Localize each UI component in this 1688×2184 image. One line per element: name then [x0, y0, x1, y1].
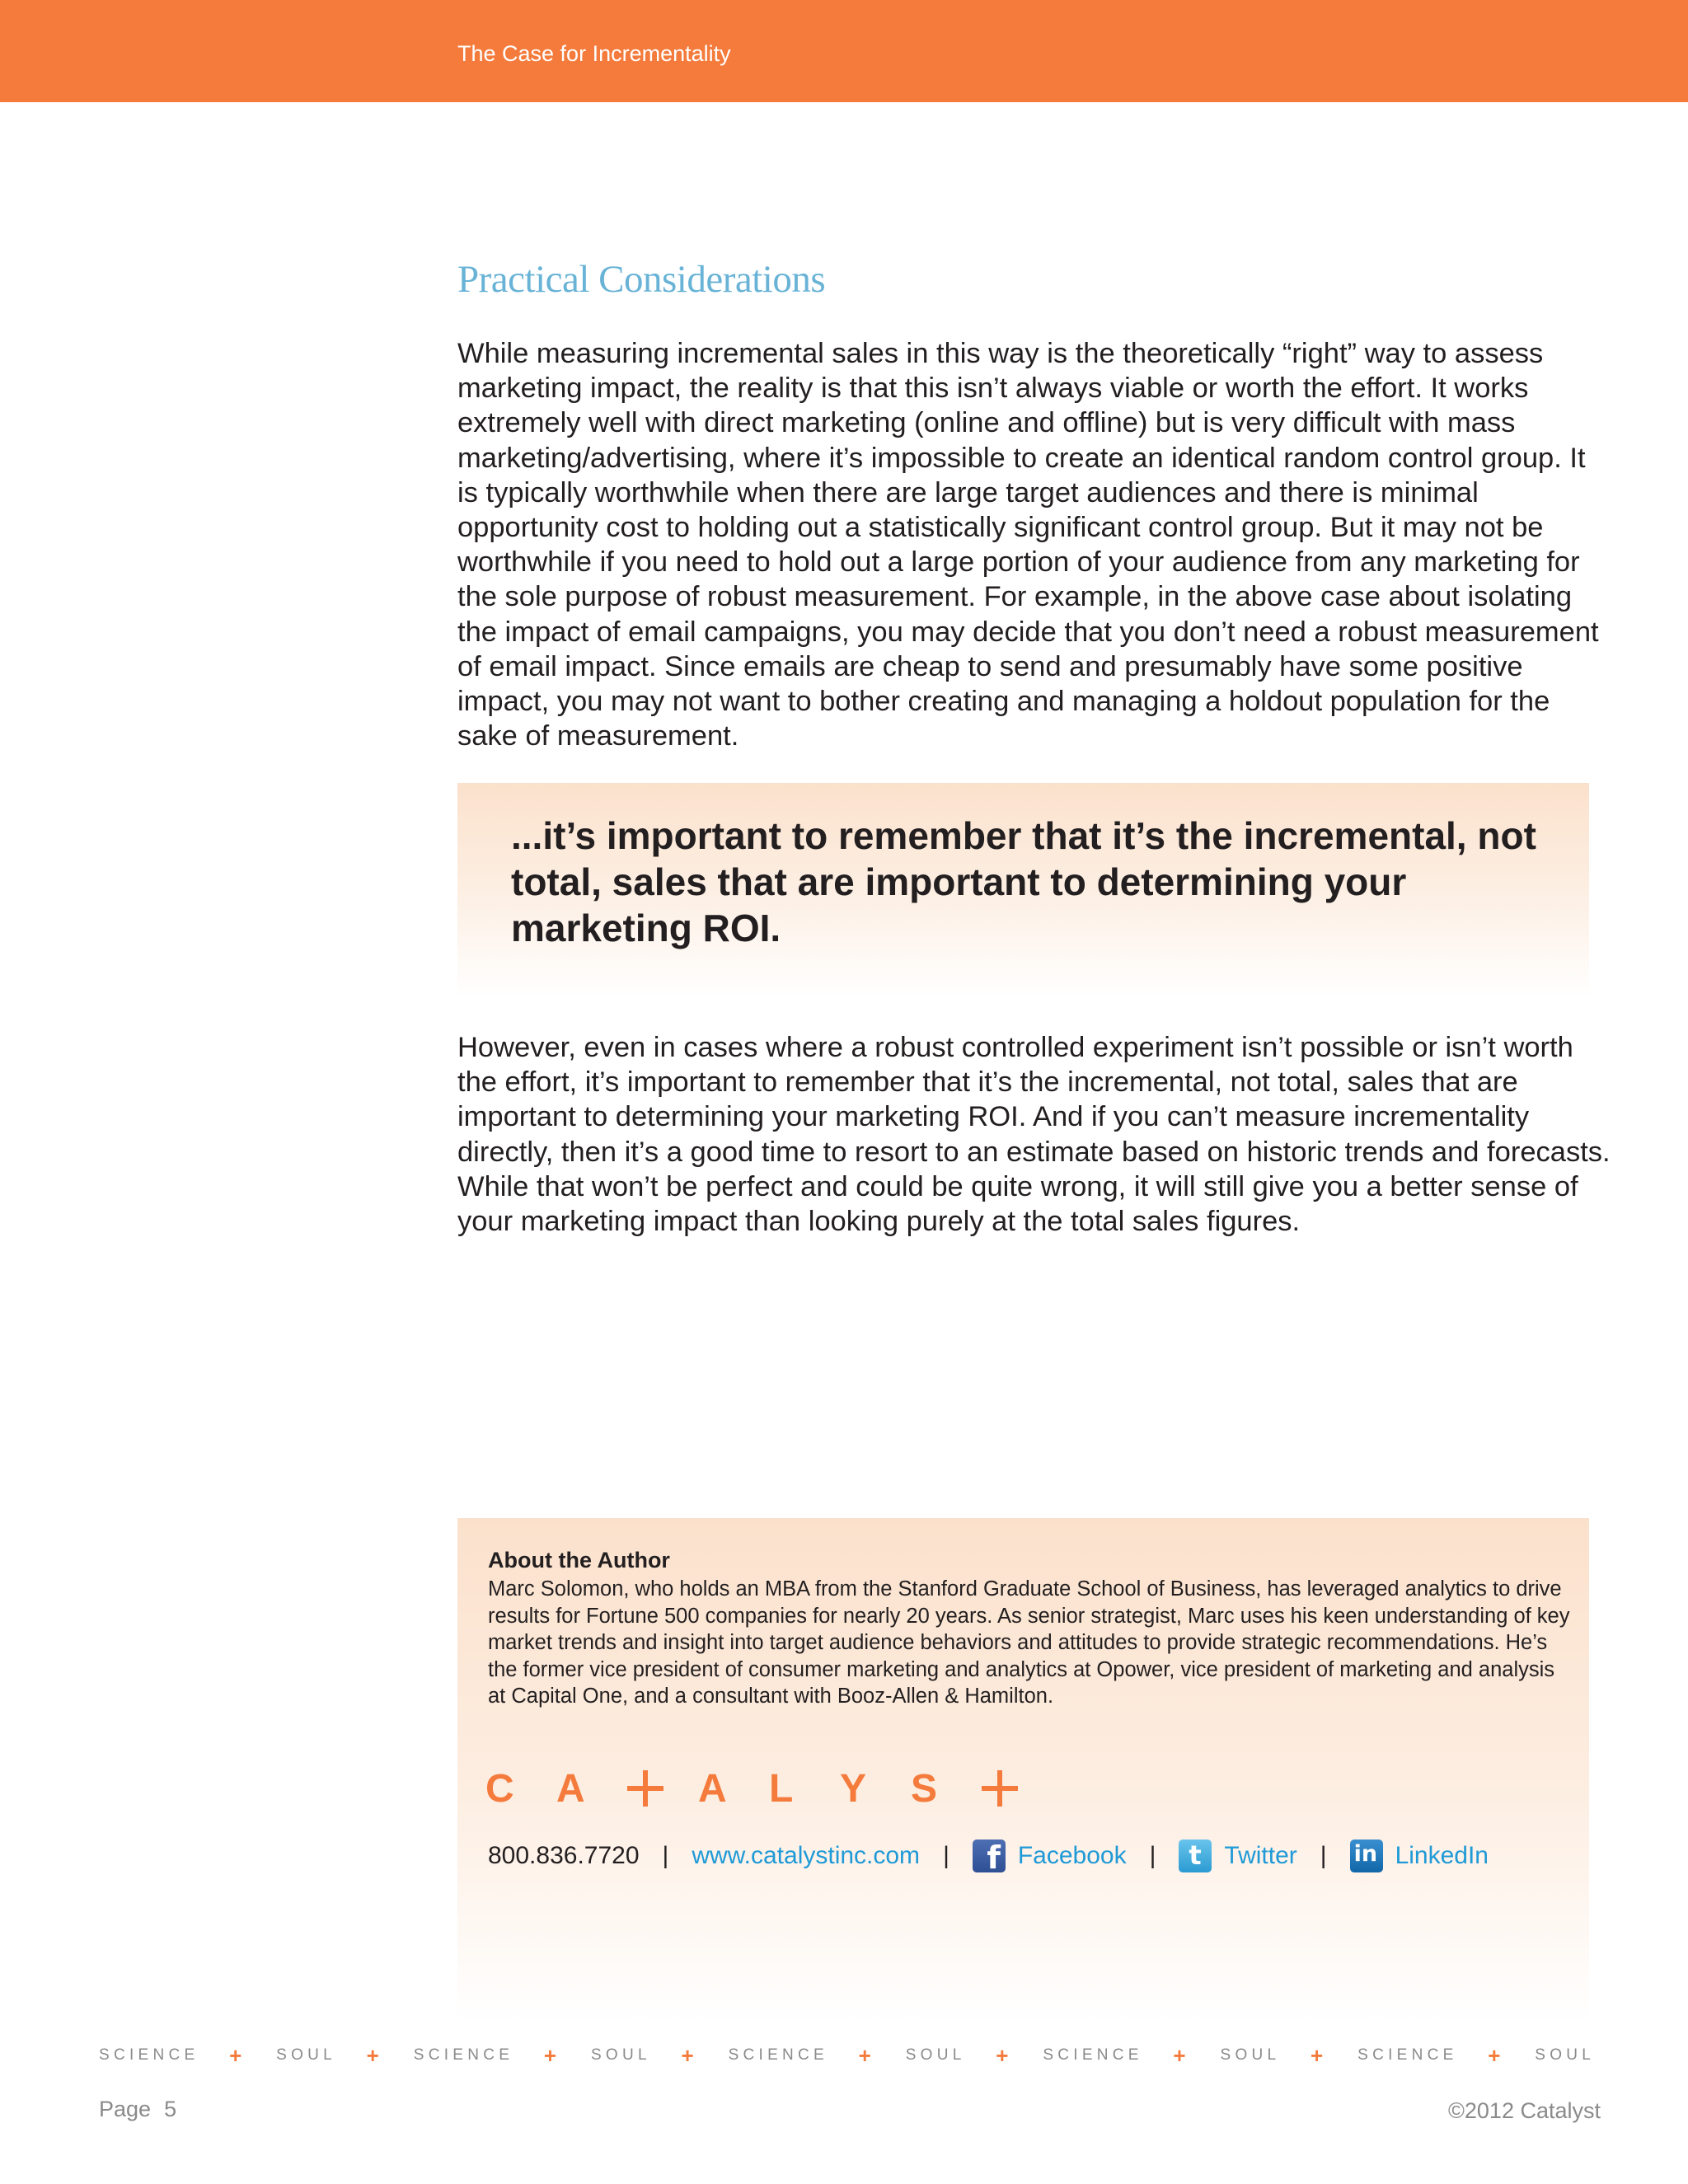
plus-icon: +: [366, 2042, 379, 2068]
plus-icon: +: [858, 2042, 871, 2068]
author-box: [457, 1518, 1589, 2022]
page-number-value: 5: [164, 2097, 177, 2121]
plus-icon: [982, 1769, 1053, 1808]
tagline-word: S O U L: [905, 2046, 962, 2064]
copyright: ©2012 Catalyst: [1448, 2098, 1601, 2123]
plus-icon: +: [543, 2042, 557, 2068]
science-soul-tagline: [99, 2043, 1591, 2068]
header-bar: [0, 0, 1688, 102]
body-paragraph: However, even in cases where a robust controlled experiment isn’t possible or isn’t worth the effort, it’s important to remember that it’s the incremental, not total, sales that are important to determining your marketing ROI. And if you can’t measure incrementality directly, then it’s a good time to resort to an estimate based on historic trends and forecasts. While that won’t be perfect and could be quite wrong, it will still give you a better sense of your marketing impact than looking purely at the total sales figures.: [457, 1032, 1611, 1238]
phone-number: 800.836.7720: [488, 1842, 640, 1869]
separator: |: [662, 1842, 669, 1869]
plus-icon: +: [1311, 2042, 1324, 2068]
author-heading: About the Author: [488, 1548, 670, 1572]
plus-icon: +: [996, 2042, 1009, 2068]
facebook-link[interactable]: Facebook: [1017, 1842, 1127, 1869]
logo-letter: S: [911, 1766, 938, 1811]
tagline-word: S C I E N C E: [1357, 2046, 1454, 2064]
tagline-word: S O U L: [590, 2046, 647, 2064]
tagline-word: S C I E N C E: [413, 2046, 509, 2064]
tagline-word: S C I E N C E: [728, 2046, 824, 2064]
tagline-word: S O U L: [1535, 2046, 1591, 2064]
separator: |: [1320, 1842, 1327, 1869]
plus-icon: +: [681, 2042, 694, 2068]
page-number: [99, 2097, 176, 2122]
logo-letter: A: [556, 1766, 585, 1811]
plus-icon: +: [1488, 2042, 1501, 2068]
logo-letter: A: [698, 1766, 727, 1811]
logo-letter: Y: [840, 1766, 867, 1811]
author-bio: Marc Solomon, who holds an MBA from the Stanford Graduate School of Business, has leveraged analytics to drive results for Fortune 500 companies for nearly 20 years. As senior strategist, Marc uses his keen understanding of key market trends and insight into target audience behaviors and attitudes to provide strategic recommendations. He’s the former vice president of consumer marketing and analytics at Opower, vice president of marketing and analysis at Capital One, and a consultant with Booz-Allen & Hamilton.: [488, 1577, 1570, 1708]
plus-icon: +: [1173, 2042, 1186, 2068]
tagline-word: S O U L: [1220, 2046, 1277, 2064]
section-heading: Practical Considerations: [457, 258, 826, 301]
separator: |: [1149, 1842, 1156, 1869]
facebook-icon[interactable]: [973, 1840, 1006, 1872]
tagline-word: S C I E N C E: [1043, 2046, 1139, 2064]
contact-row: [488, 1838, 1489, 1874]
pull-quote: [457, 783, 1589, 997]
twitter-icon[interactable]: [1179, 1840, 1212, 1872]
logo-letter: L: [769, 1766, 794, 1811]
tagline-word: S O U L: [276, 2046, 332, 2064]
pull-quote-text: ...it’s important to remember that it’s the incremental, not total, sales that are important to determining your marketing ROI.: [511, 814, 1536, 949]
catalyst-logo: [485, 1764, 1053, 1813]
document-title: The Case for Incrementality: [457, 41, 731, 66]
plus-icon: [627, 1769, 698, 1808]
logo-letter: C: [485, 1766, 514, 1811]
body-paragraph: While measuring incremental sales in this way is the theoretically “right” way to assess marketing impact, the reality is that this isn’t always viable or worth the effort. It works extremely well with direct marketing (online and offline) but is very difficult with mass marketing/advertising, where it’s impossible to create an identical random control group. It is typically worthwhile when there are large target audiences and there is minimal opportunity cost to holding out a statistically significant control group. But it may not be worthwhile if you need to hold out a large portion of your audience from any marketing for the sole purpose of robust measurement. For example, in the above case about isolating the impact of email campaigns, you may decide that you don’t need a robust measurement of email impact. Since emails are cheap to send and presumably have some positive impact, you may not want to bother creating and managing a holdout population for the sake of measurement.: [457, 338, 1599, 752]
tagline-word: S C I E N C E: [99, 2046, 195, 2064]
website-link[interactable]: www.catalystinc.com: [692, 1842, 921, 1869]
page-label: Page: [99, 2097, 152, 2121]
plus-icon: +: [229, 2042, 242, 2068]
linkedin-icon[interactable]: [1350, 1840, 1383, 1872]
linkedin-link[interactable]: LinkedIn: [1395, 1842, 1489, 1869]
twitter-link[interactable]: Twitter: [1224, 1842, 1297, 1869]
separator: |: [943, 1842, 950, 1869]
